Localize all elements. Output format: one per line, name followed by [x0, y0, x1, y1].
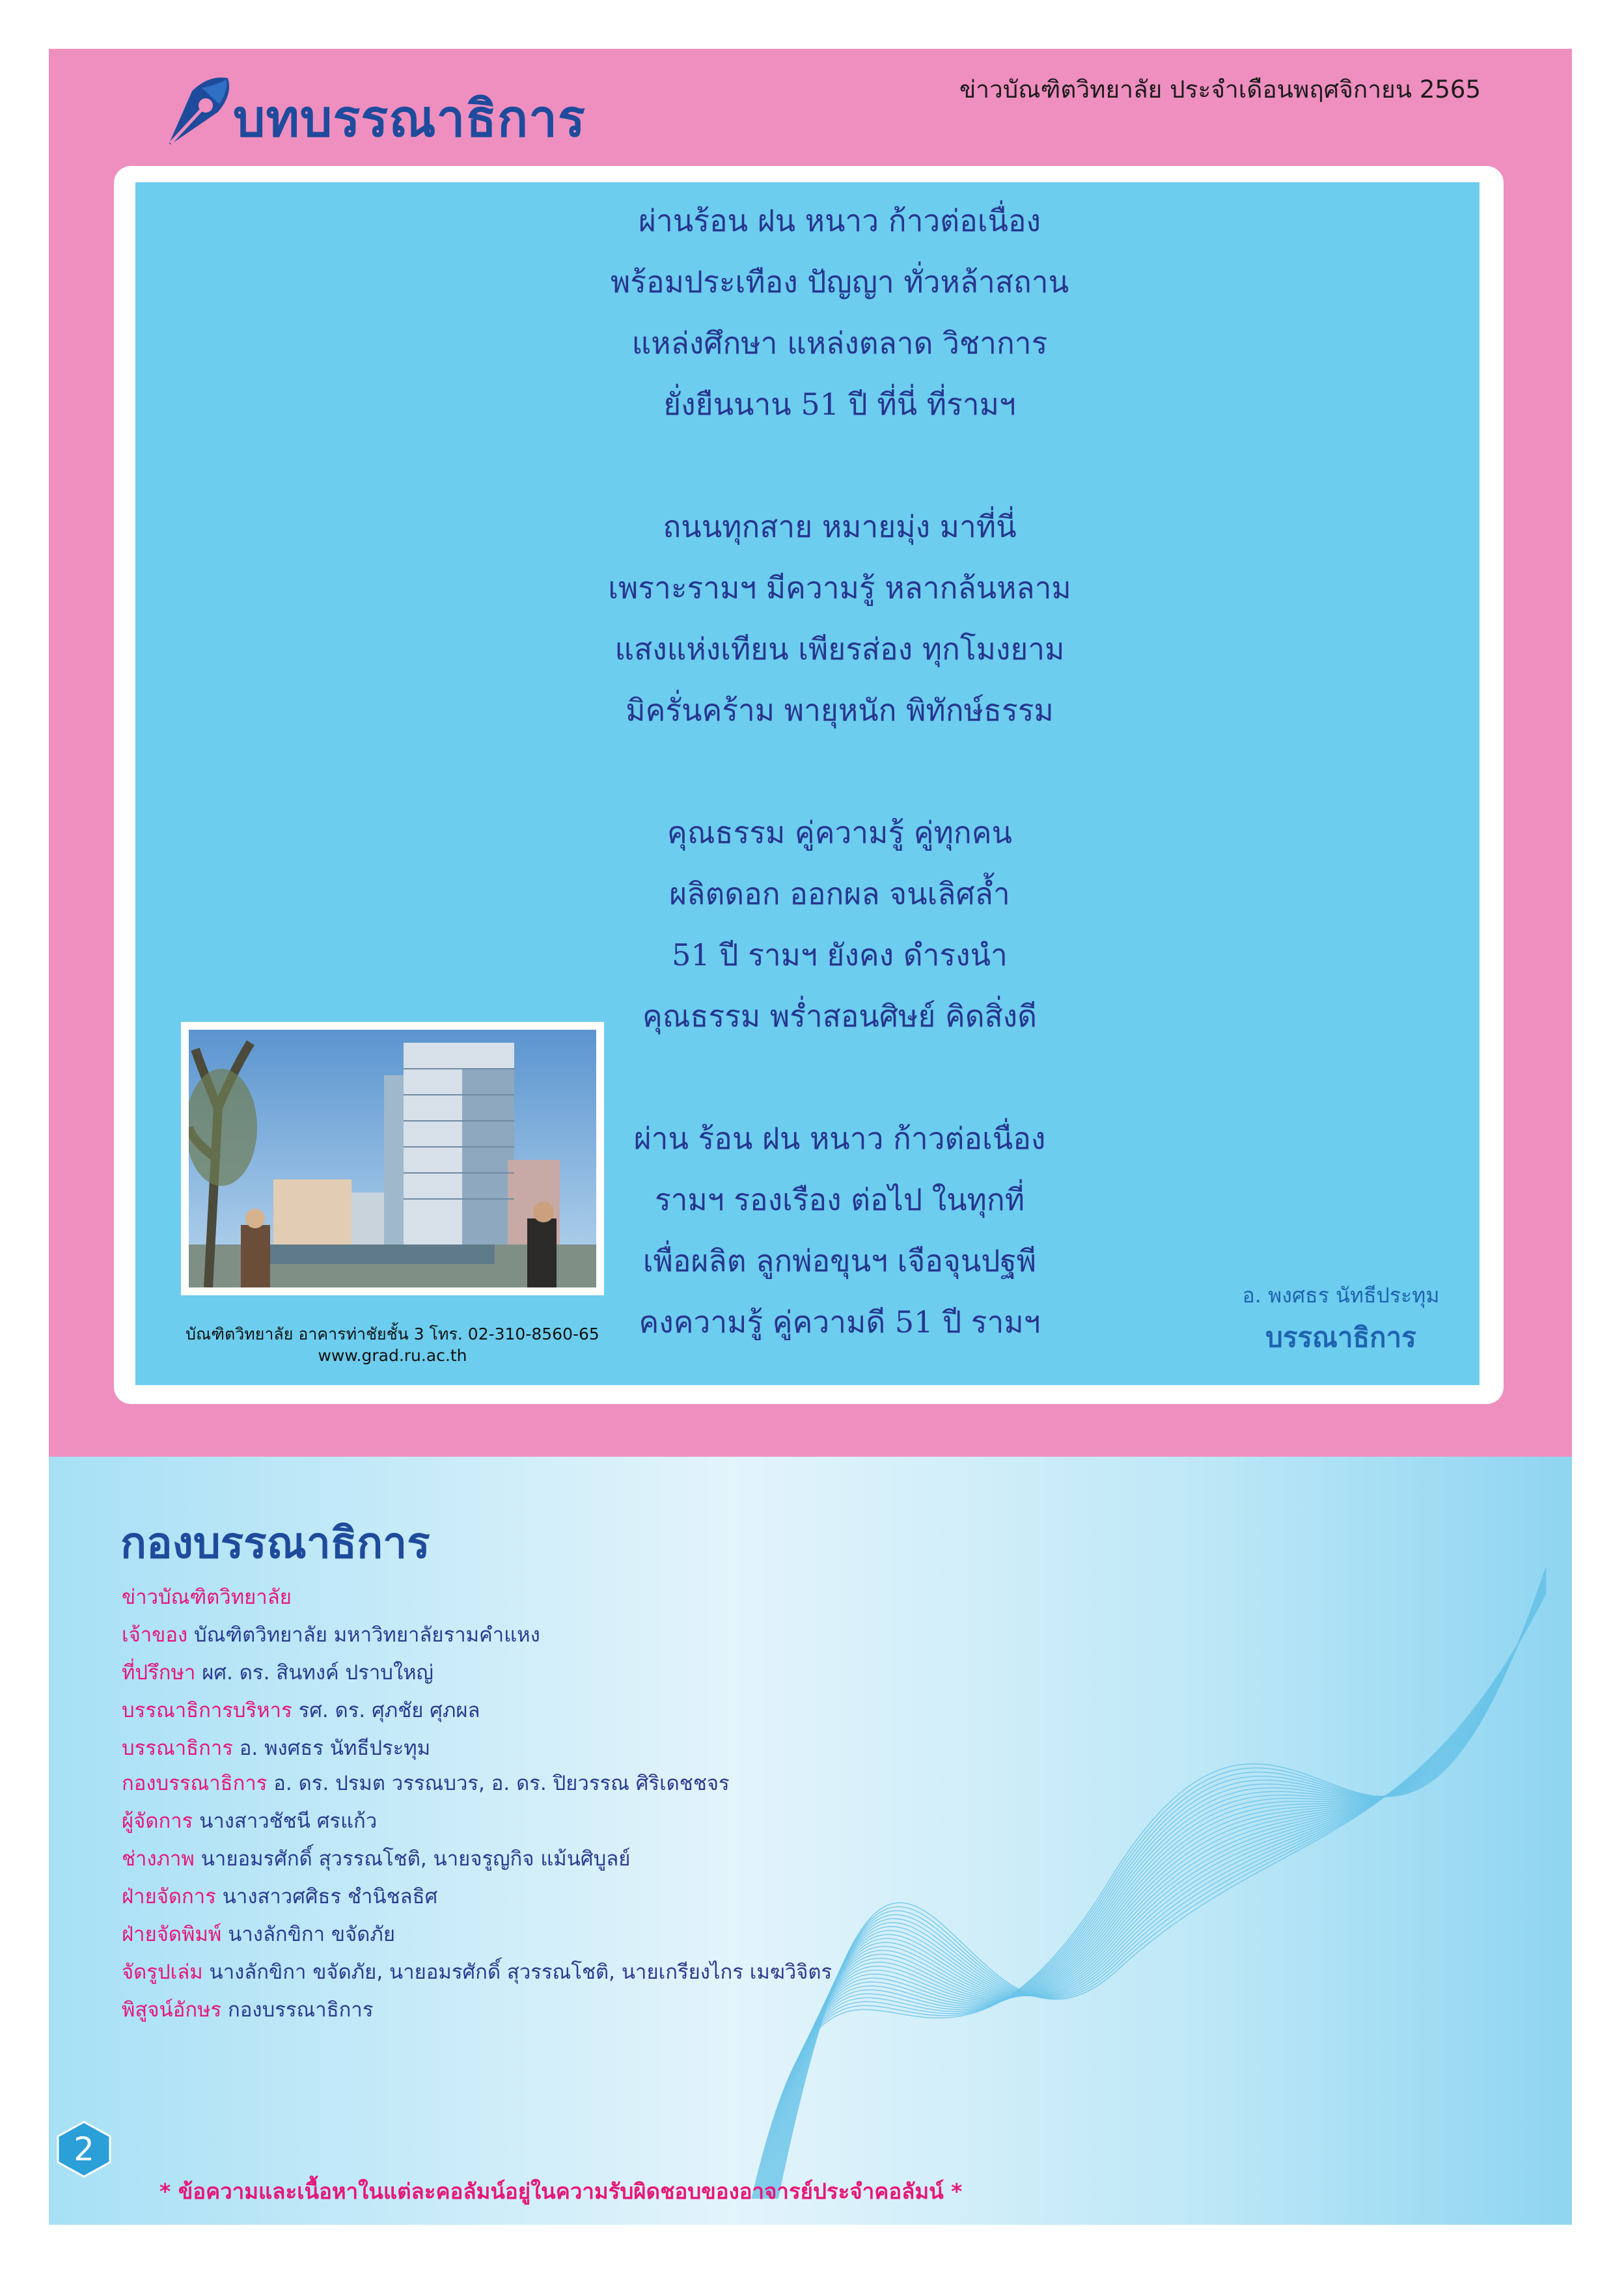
wave-line	[765, 1581, 1546, 2199]
wave-line	[768, 1584, 1546, 2199]
board-title: กองบรรณาธิการ	[120, 1518, 430, 1568]
board-entry: ฝ่ายจัดพิมพ์ นางลักขิกา ขจัดภัย	[122, 1923, 396, 1946]
wave-line	[775, 1591, 1546, 2199]
poem-line: คุณธรรม พร่ำสอนศิษย์ คิดสิ่งดี	[642, 998, 1038, 1034]
poem-line: 51 ปี รามฯ ยังคง ดำรงนำ	[672, 937, 1008, 972]
poem-line: เพื่อผลิต ลูกพ่อขุนฯ เจือจุนปฐพี	[642, 1243, 1037, 1278]
board-entry: บรรณาธิการ อ. พงศธร นัทธีประทุม	[122, 1737, 431, 1760]
author-name: อ. พงศธร นัทธีประทุม	[1242, 1283, 1440, 1308]
fountain-pen-nib-icon	[156, 65, 241, 150]
wave-line	[767, 1583, 1546, 2199]
poem-line: พร้อมประเทือง ปัญญา ทั่วหล้าสถาน	[610, 264, 1069, 299]
section-title: บทบรรณาธิการ	[233, 90, 586, 148]
building-photo	[181, 1022, 604, 1295]
poem-line: ยั่งยืนนาน 51 ปี ที่นี่ ที่รามฯ	[663, 387, 1016, 422]
page-number-badge	[55, 2121, 113, 2178]
wave-line	[752, 1568, 1546, 2199]
disclaimer-note: * ข้อความและเนื้อหาในแต่ละคอลัมน์อยู่ในความรับผิดชอบของอาจารย์ประจำคอลัมน์ *	[159, 2179, 963, 2204]
board-entry: ฝ่ายจัดการ นางสาวศศิธร ชำนิชลธิศ	[122, 1885, 438, 1908]
poem-line: ผ่านร้อน ฝน หนาว ก้าวต่อเนื่อง	[639, 203, 1041, 238]
wave-line	[756, 1572, 1546, 2199]
board-entry: กองบรรณาธิการ อ. ดร. ปรมต วรรณบวร, อ. ดร. ปิยวรรณ ศิริเดชชจร	[122, 1772, 730, 1795]
wave-line	[766, 1582, 1546, 2199]
poem-line: คงความรู้ คู่ความดี 51 ปี รามฯ	[639, 1304, 1041, 1340]
board-entry: ที่ปรึกษา ผศ. ดร. สินทงค์ ปราบใหญ่	[122, 1661, 434, 1685]
wave-line	[762, 1577, 1546, 2199]
wave-line	[770, 1586, 1546, 2199]
section-logo	[156, 65, 586, 156]
wave-line	[762, 1578, 1546, 2199]
poem-line: แหล่งศึกษา แหล่งตลาด วิชาการ	[631, 325, 1048, 361]
poem-line: ผ่าน ร้อน ฝน หนาว ก้าวต่อเนื่อง	[633, 1121, 1046, 1156]
poem-line: มิครั่นคร้าม พายุหนัก พิทักษ์ธรรม	[626, 693, 1054, 728]
wave-line	[760, 1576, 1546, 2199]
wave-line	[771, 1587, 1546, 2199]
wave-line	[776, 1591, 1546, 2199]
poem-line: แสงแห่งเทียน เพียรส่อง ทุกโมงยาม	[614, 631, 1065, 667]
board-entry: ผู้จัดการ นางสาวชัชนี ศรแก้ว	[122, 1809, 378, 1833]
poem-line: รามฯ รองเรือง ต่อไป ในทุกที่	[654, 1182, 1025, 1217]
website-link[interactable]: www.grad.ru.ac.th	[318, 1346, 467, 1365]
board-entry: เจ้าของ บัณฑิตวิทยาลัย มหาวิทยาลัยรามคำแหง	[122, 1623, 540, 1647]
wave-line	[777, 1593, 1546, 2199]
issue-label: ข่าวบัณฑิตวิทยาลัย ประจำเดือนพฤศจิกายน 2565	[959, 76, 1481, 103]
board-entry: พิสูจน์อักษร กองบรรณาธิการ	[122, 1998, 374, 2022]
photo-caption: บัณฑิตวิทยาลัย อาคารท่าชัยชั้น 3 โทร. 02-310-8560-65	[186, 1325, 599, 1343]
wave-line	[754, 1569, 1546, 2199]
wave-line	[758, 1574, 1546, 2199]
board-entry: ข่าวบัณฑิตวิทยาลัย	[122, 1586, 292, 1609]
poem-line: เพราะรามฯ มีความรู้ หลากล้นหลาม	[608, 570, 1071, 605]
wave-line	[758, 1573, 1546, 2199]
building-photo-image	[189, 1030, 596, 1287]
board-entry: บรรณาธิการบริหาร รศ. ดร. ศุภชัย ศุภผล	[122, 1699, 480, 1722]
wave-line	[772, 1588, 1546, 2199]
board-entry: ช่างภาพ นายอมรศักดิ์ สุวรรณโชติ, นายจรูญกิจ แม้นศิบูลย์	[122, 1847, 631, 1871]
editorial-board-section	[49, 1457, 1572, 2225]
decorative-wave-lines	[745, 1561, 1559, 2212]
author-role: บรรณาธิการ	[1265, 1321, 1416, 1353]
board-entry: จัดรูปเล่ม นางลักขิกา ขจัดภัย, นายอมรศักดิ์ สุวรรณโชติ, นายเกรียงไกร เมฆวิจิตร	[122, 1961, 833, 1984]
poem-line: ผลิตดอก ออกผล จนเลิศล้ำ	[669, 876, 1010, 911]
poem-line: ถนนทุกสาย หมายมุ่ง มาที่นี่	[663, 509, 1017, 544]
poem-line: คุณธรรม คู่ความรู้ คู่ทุกคน	[667, 815, 1012, 850]
wave-line	[752, 1567, 1546, 2199]
page-number: 2	[74, 2130, 94, 2168]
